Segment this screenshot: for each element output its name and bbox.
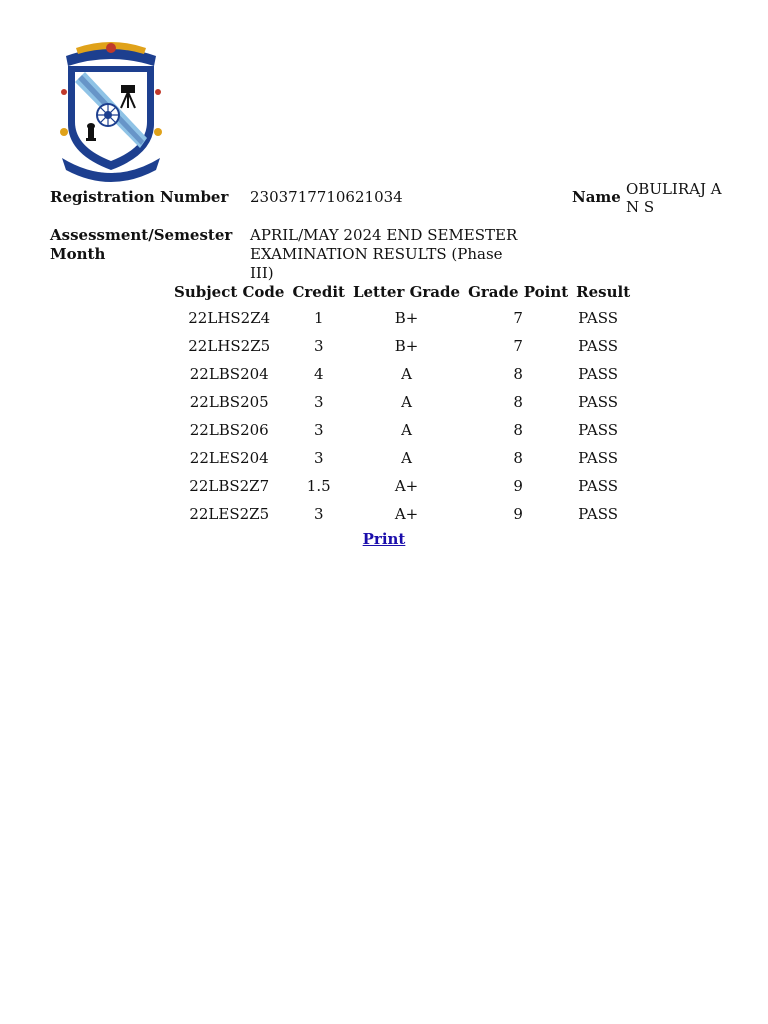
table-row: [170, 388, 634, 416]
registration-row: [50, 180, 722, 224]
grade-point-cell: 9: [513, 505, 523, 523]
results-table: [170, 280, 634, 528]
result-cell: PASS: [578, 505, 619, 523]
table-row: [170, 416, 634, 444]
assessment-row: [50, 226, 720, 282]
result-cell: PASS: [578, 421, 619, 439]
student-info: [50, 180, 722, 282]
grade-point-cell: 8: [513, 393, 523, 411]
credit-cell: 3: [313, 505, 324, 523]
result-cell: PASS: [578, 337, 619, 355]
result-cell: PASS: [578, 393, 619, 411]
letter-grade-cell: B+: [394, 309, 419, 327]
letter-grade-cell: A: [401, 393, 412, 411]
letter-grade-cell: B+: [394, 337, 419, 355]
assessment-value: APRIL/MAY 2024 END SEMESTER EXAMINATION RESULTS (Phase III): [250, 226, 518, 282]
column-header-grade-point: Grade Point: [468, 283, 569, 301]
letter-grade-cell: A+: [394, 505, 419, 523]
column-header-subject-code: Subject Code: [174, 283, 285, 301]
table-row: [170, 304, 634, 332]
credit-cell: 4: [313, 365, 324, 383]
print-container: [0, 530, 768, 548]
registration-label: Registration Number: [50, 188, 229, 206]
student-name: OBULIRAJ A N S: [626, 180, 722, 216]
subject-code-cell: 22LBS205: [189, 393, 269, 411]
credit-cell: 3: [313, 421, 324, 439]
results-header-row: [170, 280, 634, 304]
college-header-title: [210, 90, 710, 140]
credit-cell: 3: [313, 393, 324, 411]
table-row: [170, 500, 634, 528]
registration-number: 2303717710621034: [250, 188, 403, 206]
letter-grade-cell: A: [401, 449, 412, 467]
grade-point-cell: 7: [513, 337, 523, 355]
result-cell: PASS: [578, 365, 619, 383]
table-row: [170, 360, 634, 388]
assessment-label: Assessment/Semester Month: [50, 226, 233, 263]
credit-cell: 1.5: [306, 477, 331, 495]
grade-point-cell: 8: [513, 449, 523, 467]
college-crest-logo: [58, 42, 164, 182]
grade-point-cell: 8: [513, 365, 523, 383]
subject-code-cell: 22LES2Z5: [189, 505, 270, 523]
letter-grade-cell: A+: [394, 477, 419, 495]
subject-code-cell: 22LHS2Z4: [188, 309, 271, 327]
credit-cell: 1: [313, 309, 324, 327]
subject-code-cell: 22LBS2Z7: [189, 477, 270, 495]
credit-cell: 3: [313, 337, 324, 355]
result-cell: PASS: [578, 309, 619, 327]
table-row: [170, 332, 634, 360]
grade-point-cell: 7: [513, 309, 523, 327]
column-header-result: Result: [576, 283, 631, 301]
result-cell: PASS: [578, 449, 619, 467]
subject-code-cell: 22LHS2Z5: [188, 337, 271, 355]
table-row: [170, 444, 634, 472]
credit-cell: 3: [313, 449, 324, 467]
letter-grade-cell: A: [401, 421, 412, 439]
column-header-letter-grade: Letter Grade: [352, 283, 461, 301]
result-cell: PASS: [578, 477, 619, 495]
subject-code-cell: 22LES204: [189, 449, 269, 467]
column-header-credit: Credit: [292, 283, 345, 301]
letter-grade-cell: A: [401, 365, 412, 383]
name-label: Name: [572, 188, 621, 206]
grade-point-cell: 8: [513, 421, 523, 439]
grade-point-cell: 9: [513, 477, 523, 495]
print-link[interactable]: Print: [362, 530, 406, 548]
crest-emblem-icon: [58, 42, 164, 182]
subject-code-cell: 22LBS204: [189, 365, 269, 383]
subject-code-cell: 22LBS206: [189, 421, 269, 439]
table-row: [170, 472, 634, 500]
